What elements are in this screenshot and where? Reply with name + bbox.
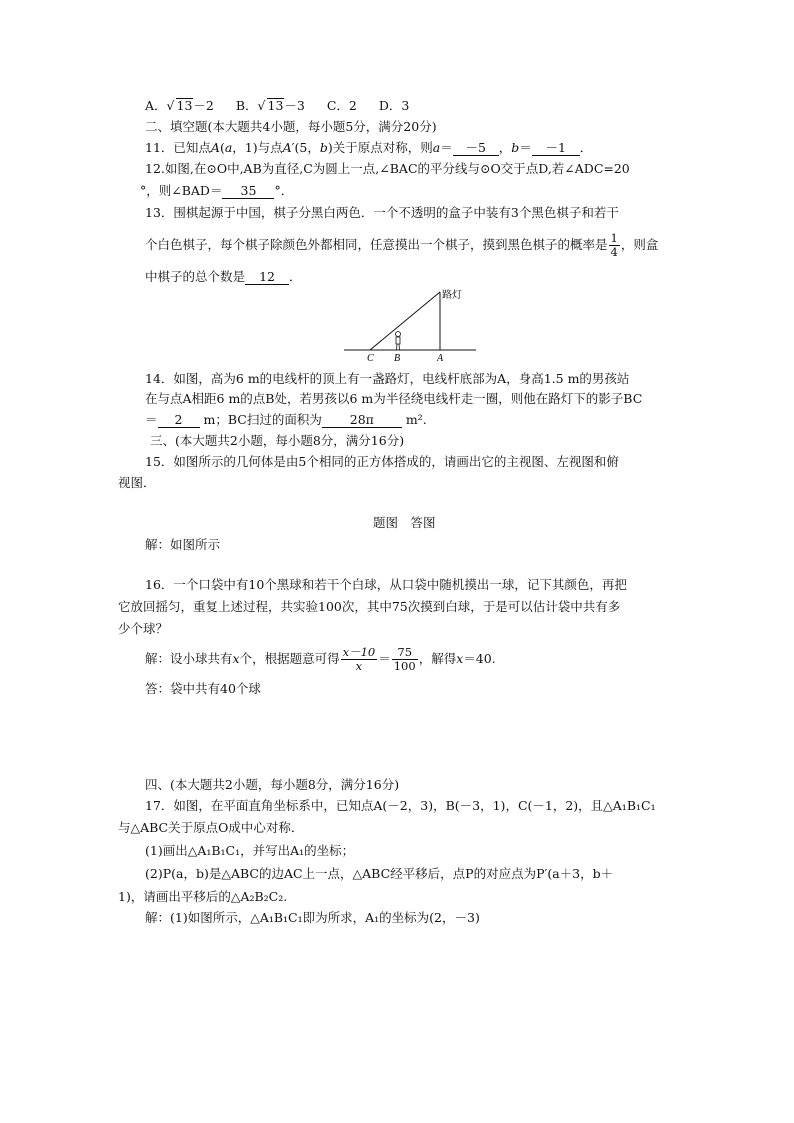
light-ray <box>370 292 440 350</box>
question-17-part-2-line-1: (2)P(a，b)是△ABC的边AC上一点，△ABC经平移后，点P的对应点为P′(a＋3，b＋ <box>145 866 614 881</box>
question-14-line-3: ＝ 2 m；BC扫过的面积为 28π m². <box>145 412 427 427</box>
question-15-solution: 解：如图所示 <box>145 537 221 552</box>
q13-answer: 12 <box>245 269 289 285</box>
question-16-line-1: 16．一个口袋中有10个黑球和若干个白球，从口袋中随机摸出一球，记下其颜色，再把 <box>145 577 627 592</box>
probability-fraction: $\frac{1}{4}$ <box>610 231 618 259</box>
question-16-answer: 答：袋中共有40个球 <box>145 681 261 696</box>
question-13-line-1: 13．围棋起源于中国，棋子分黑白两色．一个不透明的盒子中装有3个黑色棋子和若干 <box>145 205 619 220</box>
section-4-title: 四、(本大题共2小题，每小题8分，满分16分) <box>145 777 400 792</box>
point-b-label: B <box>394 353 401 364</box>
question-12-line-1: 12.如图,在⊙O中,AB为直径,C为圆上一点,∠BAC的平分线与⊙O交于点D,若∠ADC=20 <box>145 161 630 176</box>
question-13-line-2: 个白色棋子，每个棋子除颜色外都相同，任意摸出一个棋子，摸到黑色棋子的概率是 $\frac{1}{4}$ ，则盒 <box>145 231 659 259</box>
section-2-title: 二、填空题(本大题共4小题，每小题5分，满分20分) <box>145 119 437 134</box>
option-c: C．2 <box>326 98 357 113</box>
boy-icon <box>396 332 401 351</box>
lamp-post-figure <box>340 284 480 364</box>
q11-answer-b: －1 <box>532 140 580 156</box>
question-11: 11．已知点A(a，1)与点A′(5，b)关于原点对称，则a＝ －5 ，b＝ －1 ． <box>145 140 593 155</box>
question-17-solution: 解：(1)如图所示，△A₁B₁C₁即为所求，A₁的坐标为(2，－3) <box>145 910 480 925</box>
mc-options <box>145 97 427 115</box>
q14-answer-area: 28π <box>322 412 402 428</box>
question-17-line-2: 与△ABC关于原点O成中心对称． <box>118 820 304 835</box>
question-16-solution: 解：设小球共有x个，根据题意可得 $\frac{x-10}{x}$ ＝ $\frac{75}{100}$ ，解得x＝40. <box>145 645 496 673</box>
figure-caption: 题图 答图 <box>373 515 436 530</box>
lamp-label: 路灯 <box>442 290 462 301</box>
question-15-line-2: 视图． <box>118 475 156 490</box>
q14-answer-bc: 2 <box>158 412 200 428</box>
equation-fraction-right: $\frac{75}{100}$ <box>393 645 416 673</box>
question-14-line-1: 14．如图，高为6 m的电线杆的顶上有一盏路灯，电线杆底部为A，身高1.5 m的男孩站 <box>145 371 630 386</box>
option-b: B．√ 13－3 <box>235 98 305 113</box>
question-17-part-1: (1)画出△A₁B₁C₁，并写出A₁的坐标； <box>145 843 355 858</box>
question-17-part-2-line-2: 1)，请画出平移后的△A₂B₂C₂. <box>118 889 288 904</box>
question-12-line-2: °，则∠BAD＝ 35 °． <box>140 183 294 198</box>
equation-fraction-left: $\frac{x-10}{x}$ <box>342 645 376 673</box>
point-c-label: C <box>367 353 374 364</box>
question-17-line-1: 17．如图，在平面直角坐标系中，已知点A(－2，3)，B(－3，1)，C(－1，2)，且△A₁B₁C₁ <box>145 798 656 813</box>
q12-answer: 35 <box>222 183 274 199</box>
question-14-line-2: 在与点A相距6 m的点B处，若男孩以6 m为半径绕电线杆走一圈，则他在路灯下的影子BC <box>145 391 643 406</box>
section-3-title: 三、(本大题共2小题，每小题8分，满分16分) <box>150 433 405 448</box>
question-16-line-2: 它放回摇匀，重复上述过程，共实验100次，其中75次摸到白球，于是可以估计袋中共有多 <box>118 599 621 614</box>
question-13-line-3: 中棋子的总个数是 12 ． <box>145 269 302 284</box>
point-a-label: A <box>437 353 444 364</box>
option-d: D．3 <box>378 98 410 113</box>
question-15-line-1: 15．如图所示的几何体是由5个相同的正方体搭成的，请画出它的主视图、左视图和俯 <box>145 454 619 469</box>
option-a: A．√ 13－2 <box>145 98 214 113</box>
question-16-line-3: 少个球？ <box>118 621 169 636</box>
q11-answer-a: －5 <box>453 140 499 156</box>
